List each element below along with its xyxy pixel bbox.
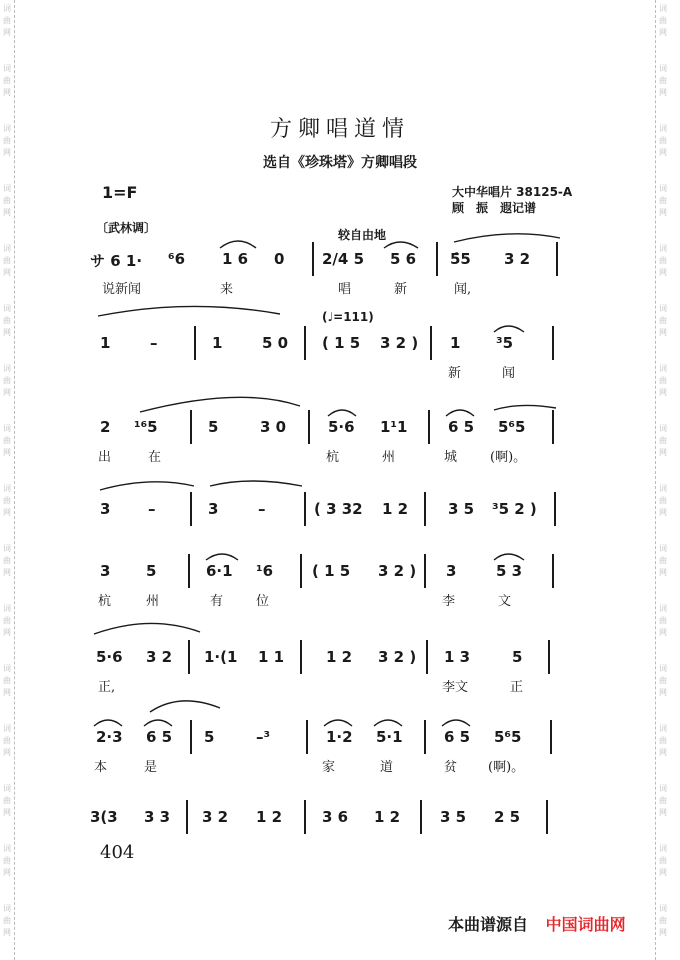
- watermark-glyph: 网: [659, 268, 667, 277]
- footer-text: 本曲谱源自: [448, 915, 529, 934]
- lyric: 闻,: [454, 282, 472, 297]
- note-group: 1 2: [256, 808, 283, 826]
- note-group: 2: [100, 418, 111, 436]
- score-system-3: [90, 418, 570, 488]
- watermark-glyph: 网: [3, 568, 11, 577]
- watermark-glyph: 词: [3, 424, 11, 433]
- note-group: 3: [208, 500, 219, 518]
- mode-label: 〔武林调〕: [96, 221, 157, 235]
- watermark-glyph: 词: [3, 604, 11, 613]
- note-group: 1¹1: [380, 418, 408, 436]
- note-group: 1 2: [326, 648, 353, 666]
- watermark-glyph: 曲: [659, 436, 667, 445]
- note-group: 1 2: [374, 808, 401, 826]
- watermark-glyph: 网: [659, 508, 667, 517]
- watermark-glyph: 词: [3, 64, 11, 73]
- watermark-glyph: 词: [659, 844, 667, 853]
- watermark-glyph: 曲: [659, 16, 667, 25]
- watermark-glyph: 词: [3, 664, 11, 673]
- watermark-glyph: 词: [3, 124, 11, 133]
- watermark-glyph: 网: [659, 28, 667, 37]
- watermark-glyph: 曲: [659, 796, 667, 805]
- note-group: ⁶6: [168, 250, 186, 268]
- lyric: 正: [510, 680, 524, 695]
- note-group: 6 5: [448, 418, 475, 436]
- note-group: 3 5: [448, 500, 475, 518]
- slur-marks: [90, 418, 570, 458]
- watermark-glyph: 词: [659, 784, 667, 793]
- footer-source: [448, 912, 626, 935]
- note-group: ( 1 5: [322, 334, 361, 352]
- note-group: 5·6: [328, 418, 355, 436]
- watermark-glyph: 词: [659, 184, 667, 193]
- watermark-glyph: 词: [3, 904, 11, 913]
- note-group: 2/4 5: [322, 250, 365, 268]
- record-source: [452, 184, 572, 216]
- note-group: 1: [212, 334, 223, 352]
- slur-marks: [90, 250, 570, 290]
- watermark-glyph: 曲: [659, 316, 667, 325]
- note-group: 1: [100, 334, 111, 352]
- lyric: 来: [220, 282, 234, 297]
- footer-brand-link[interactable]: 中国词曲网: [545, 915, 626, 934]
- watermark-glyph: 词: [659, 424, 667, 433]
- watermark-glyph: 词: [659, 544, 667, 553]
- watermark-glyph: 曲: [659, 196, 667, 205]
- watermark-glyph: 词: [659, 604, 667, 613]
- watermark-glyph: 曲: [3, 76, 11, 85]
- watermark-glyph: 曲: [3, 496, 11, 505]
- watermark-glyph: 网: [659, 868, 667, 877]
- note-group: 2 5: [494, 808, 521, 826]
- note-group: 5: [146, 562, 157, 580]
- lyric: 有: [210, 594, 224, 609]
- watermark-glyph: 曲: [659, 676, 667, 685]
- watermark-glyph: 曲: [3, 316, 11, 325]
- watermark-glyph: 网: [3, 808, 11, 817]
- watermark-glyph: 词: [659, 364, 667, 373]
- score-system-2: [90, 334, 570, 404]
- key-signature: 1=F: [102, 183, 138, 202]
- bar-line: [546, 800, 548, 834]
- watermark-glyph: 词: [659, 484, 667, 493]
- watermark-glyph: 网: [659, 748, 667, 757]
- note-group: 6 5: [444, 728, 471, 746]
- watermark-glyph: 曲: [3, 136, 11, 145]
- watermark-glyph: 曲: [659, 916, 667, 925]
- note-group: 3(3: [90, 808, 118, 826]
- score-system-6: [90, 648, 570, 718]
- score-system-7: [90, 728, 570, 798]
- watermark-glyph: 网: [659, 568, 667, 577]
- watermark-glyph: 词: [3, 364, 11, 373]
- score-system-4: [90, 500, 570, 570]
- lyric: 李文: [442, 680, 469, 695]
- watermark-glyph: 曲: [659, 76, 667, 85]
- watermark-glyph: 网: [3, 508, 11, 517]
- watermark-glyph: 网: [659, 448, 667, 457]
- slur-marks: [90, 334, 570, 374]
- watermark-glyph: 曲: [3, 16, 11, 25]
- slur-marks: [90, 562, 570, 602]
- note-group: 3 6: [322, 808, 349, 826]
- watermark-glyph: 网: [659, 148, 667, 157]
- lyric: 位: [256, 594, 270, 609]
- note-group: 6·1: [206, 562, 233, 580]
- lyric: 本: [94, 760, 108, 775]
- watermark-glyph: 曲: [3, 736, 11, 745]
- lyric: 说新闻: [102, 282, 142, 297]
- note-group: ( 1 5: [312, 562, 351, 580]
- watermark-glyph: 网: [3, 868, 11, 877]
- note-group: 3: [100, 500, 111, 518]
- note-group: –³: [256, 728, 271, 746]
- lyric: 杭: [98, 594, 112, 609]
- note-group: 1 2: [382, 500, 409, 518]
- lyric: 正,: [98, 680, 116, 695]
- watermark-glyph: 曲: [659, 376, 667, 385]
- tempo-label: 较自由地: [338, 228, 387, 242]
- lyric: 新: [448, 366, 462, 381]
- slur-marks: [90, 728, 570, 768]
- note-group: 5·1: [376, 728, 403, 746]
- note-group: 3 3: [144, 808, 171, 826]
- watermark-glyph: 曲: [3, 436, 11, 445]
- watermark-glyph: 网: [659, 328, 667, 337]
- page-number: 404: [100, 842, 135, 863]
- note-group: ¹6: [256, 562, 274, 580]
- score-system-8: [90, 808, 570, 878]
- watermark-glyph: 词: [3, 184, 11, 193]
- watermark-glyph: 曲: [3, 916, 11, 925]
- note-group: 1: [450, 334, 461, 352]
- note-group: –: [148, 500, 156, 518]
- lyric: (啊)。: [490, 450, 527, 465]
- note-group: 0: [274, 250, 285, 268]
- record-number: 大中华唱片 38125-A: [452, 185, 573, 199]
- watermark-glyph: 网: [3, 448, 11, 457]
- watermark-glyph: 曲: [659, 136, 667, 145]
- lyric: 在: [148, 450, 162, 465]
- lyric: 州: [382, 450, 396, 465]
- watermark-glyph: 词: [659, 124, 667, 133]
- watermark-glyph: 词: [3, 724, 11, 733]
- note-group: 1·(1: [204, 648, 238, 666]
- metronome-mark: (♩=111): [322, 310, 374, 324]
- note-group: 5: [208, 418, 219, 436]
- watermark-glyph: 网: [659, 88, 667, 97]
- lyric: 道: [380, 760, 394, 775]
- watermark-glyph: 词: [659, 724, 667, 733]
- note-group: ³5 2 ): [492, 500, 537, 518]
- note-group: 2·3: [96, 728, 123, 746]
- lyric: 贫: [444, 760, 458, 775]
- watermark-glyph: 网: [3, 748, 11, 757]
- watermark-glyph: 曲: [3, 196, 11, 205]
- watermark-glyph: 词: [3, 784, 11, 793]
- note-group: 5: [204, 728, 215, 746]
- note-group: 3 5: [440, 808, 467, 826]
- lyric: 家: [322, 760, 336, 775]
- watermark-glyph: 网: [3, 268, 11, 277]
- watermark-glyph: 曲: [659, 856, 667, 865]
- watermark-glyph: 曲: [3, 796, 11, 805]
- lyric: 文: [498, 594, 512, 609]
- note-group: 5: [512, 648, 523, 666]
- note-group: ¹⁶5: [134, 418, 158, 436]
- note-group: 5 3: [496, 562, 523, 580]
- watermark-glyph: 网: [3, 148, 11, 157]
- watermark-glyph: 网: [3, 688, 11, 697]
- note-group: ³5: [496, 334, 514, 352]
- note-group: 3 0: [260, 418, 287, 436]
- note-group: 1 1: [258, 648, 285, 666]
- watermark-glyph: 网: [659, 688, 667, 697]
- note-group: –: [150, 334, 158, 352]
- watermark-glyph: 网: [659, 808, 667, 817]
- watermark-glyph: 词: [659, 664, 667, 673]
- note-group: 3 2: [504, 250, 531, 268]
- watermark-glyph: 曲: [3, 616, 11, 625]
- note-group: 3 2: [146, 648, 173, 666]
- watermark-glyph: 曲: [659, 556, 667, 565]
- transcriber: 顾 振 遐记谱: [452, 201, 537, 215]
- watermark-glyph: 词: [3, 4, 11, 13]
- watermark-glyph: 网: [3, 928, 11, 937]
- watermark-glyph: 曲: [659, 736, 667, 745]
- watermark-glyph: 网: [659, 208, 667, 217]
- watermark-glyph: 词: [3, 244, 11, 253]
- watermark-glyph: 曲: [3, 376, 11, 385]
- watermark-glyph: 网: [659, 388, 667, 397]
- note-group: –: [258, 500, 266, 518]
- bar-line: [186, 800, 188, 834]
- note-group: ( 3 32: [314, 500, 363, 518]
- lyric: 闻: [502, 366, 516, 381]
- watermark-glyph: 词: [659, 904, 667, 913]
- page-subtitle: 选自《珍珠塔》方卿唱段: [263, 155, 417, 171]
- note-group: 1 3: [444, 648, 471, 666]
- lyric: 新: [394, 282, 408, 297]
- note-group: 3 2: [202, 808, 229, 826]
- lyric: 唱: [338, 282, 352, 297]
- watermark-glyph: 曲: [3, 256, 11, 265]
- lyric: 州: [146, 594, 160, 609]
- watermark-glyph: 网: [3, 628, 11, 637]
- bar-line: [420, 800, 422, 834]
- note-group: 5⁶5: [494, 728, 522, 746]
- note-group: 1·2: [326, 728, 353, 746]
- left-watermark-strip: [14, 0, 25, 960]
- watermark-glyph: 网: [3, 88, 11, 97]
- watermark-glyph: 词: [3, 544, 11, 553]
- slur-marks: [90, 500, 570, 540]
- score-system-1: [90, 250, 570, 320]
- watermark-glyph: 词: [3, 304, 11, 313]
- lyric: (啊)。: [488, 760, 525, 775]
- note-group: 3 2 ): [378, 648, 417, 666]
- lyric: 城: [444, 450, 458, 465]
- note-group: 5·6: [96, 648, 123, 666]
- watermark-glyph: 网: [3, 208, 11, 217]
- watermark-glyph: 曲: [3, 556, 11, 565]
- watermark-glyph: 曲: [659, 256, 667, 265]
- watermark-glyph: 词: [3, 484, 11, 493]
- watermark-glyph: 曲: [3, 676, 11, 685]
- watermark-glyph: 曲: [659, 496, 667, 505]
- watermark-glyph: 网: [659, 928, 667, 937]
- watermark-glyph: 词: [659, 304, 667, 313]
- watermark-glyph: 词: [659, 64, 667, 73]
- note-group: 5̇5: [450, 250, 471, 268]
- lyric: 出: [98, 450, 112, 465]
- note-group: 3: [446, 562, 457, 580]
- note-group: 3 2 ): [378, 562, 417, 580]
- watermark-glyph: 曲: [659, 616, 667, 625]
- bar-line: [304, 800, 306, 834]
- lyric: 李: [442, 594, 456, 609]
- note-group: 6 5: [146, 728, 173, 746]
- lyric: 是: [144, 760, 158, 775]
- watermark-glyph: 网: [3, 388, 11, 397]
- watermark-glyph: 曲: [3, 856, 11, 865]
- note-group: 3 2 ): [380, 334, 419, 352]
- lyric: 杭: [326, 450, 340, 465]
- score-system-5: [90, 562, 570, 632]
- note-group: 5⁶5: [498, 418, 526, 436]
- watermark-glyph: 网: [3, 28, 11, 37]
- note-group: 1 6: [222, 250, 249, 268]
- note-group: 5 6: [390, 250, 417, 268]
- watermark-glyph: 网: [659, 628, 667, 637]
- slur-marks: [90, 648, 570, 688]
- note-group: サ 6 1·: [90, 252, 143, 270]
- watermark-glyph: 词: [659, 244, 667, 253]
- note-group: 5 0: [262, 334, 289, 352]
- page-title: 方卿唱道情: [269, 117, 410, 142]
- watermark-glyph: 词: [659, 4, 667, 13]
- watermark-glyph: 网: [3, 328, 11, 337]
- watermark-glyph: 词: [3, 844, 11, 853]
- note-group: 3: [100, 562, 111, 580]
